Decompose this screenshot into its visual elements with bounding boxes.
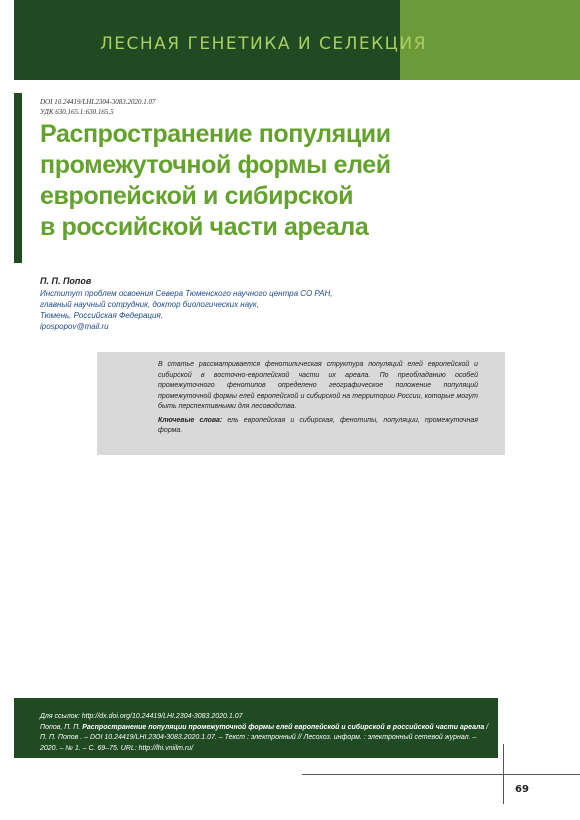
abstract [158, 360, 478, 437]
udk-line: УДК 630.165.1:630.165.5 [40, 108, 114, 116]
keywords [158, 416, 478, 437]
citation-block [40, 712, 490, 754]
header-accent-block [400, 0, 580, 80]
footer-rule [302, 774, 580, 775]
page-number: 69 [515, 784, 529, 795]
citation-reference [40, 723, 490, 755]
author-email-link[interactable]: ipospopov@mail.ru [40, 322, 109, 331]
title-line: европейской и сибирской [40, 182, 354, 210]
article-title [40, 119, 400, 243]
title-line: Распространение популяции [40, 120, 391, 148]
author-name: П. П. Попов [40, 276, 92, 286]
citation-link-line[interactable]: Для ссылок: http://dx.doi.org/10.24419/LHI.2304-3083.2020.1.07 [40, 713, 243, 720]
footer-divider [503, 744, 504, 804]
citation-details: / П. П. Попов . – DOI 10.24419/LHI.2304-3083.2020.1.07. – Текст : электронный // Лесохоз. информ. : электронный сетевой журнал. – 2020. – № 1. – С. 69–75. URL: http://lhi.vniilm.ru/ [40, 723, 489, 752]
keywords-text: ель европейская и сибирская, фенотипы, популяции, промежуточная форма. [158, 416, 478, 434]
title-side-bar [14, 93, 22, 263]
citation-prefix: Попов, П. П. [40, 723, 83, 731]
affiliation-line: главный научный сотрудник, доктор биологических наук, [40, 300, 259, 309]
affiliation-line: Тюмень, Российская Федерация, [40, 311, 163, 320]
title-line: промежуточной формы елей [40, 151, 391, 179]
abstract-text: В статье рассматривается фенотипическая структура популяций елей европейской и сибирской в восточно-европейской части их ареала. По преобладанию особей промежуточного фенотипов определено географическое положение популяций промежуточной формы елей европейской и сибирской на территории России, которые могут быть перспективными для лесоводства. [158, 361, 478, 410]
affiliation-line: Институт проблем освоения Севера Тюменского научного центра СО РАН, [40, 289, 333, 298]
title-line: в российской части ареала [40, 213, 369, 241]
keywords-label: Ключевые слова: [158, 416, 223, 424]
author-affiliation [40, 288, 332, 332]
doi-line: DOI 10.24419/LHI.2304-3083.2020.1.07 [40, 98, 156, 106]
journal-section-title: ЛЕСНАЯ ГЕНЕТИКА И СЕЛЕКЦИЯ [100, 34, 427, 54]
article-meta [40, 97, 156, 117]
citation-title: Распространение популяции промежуточной формы елей европейской и сибирской в российской части ареала [82, 723, 485, 731]
